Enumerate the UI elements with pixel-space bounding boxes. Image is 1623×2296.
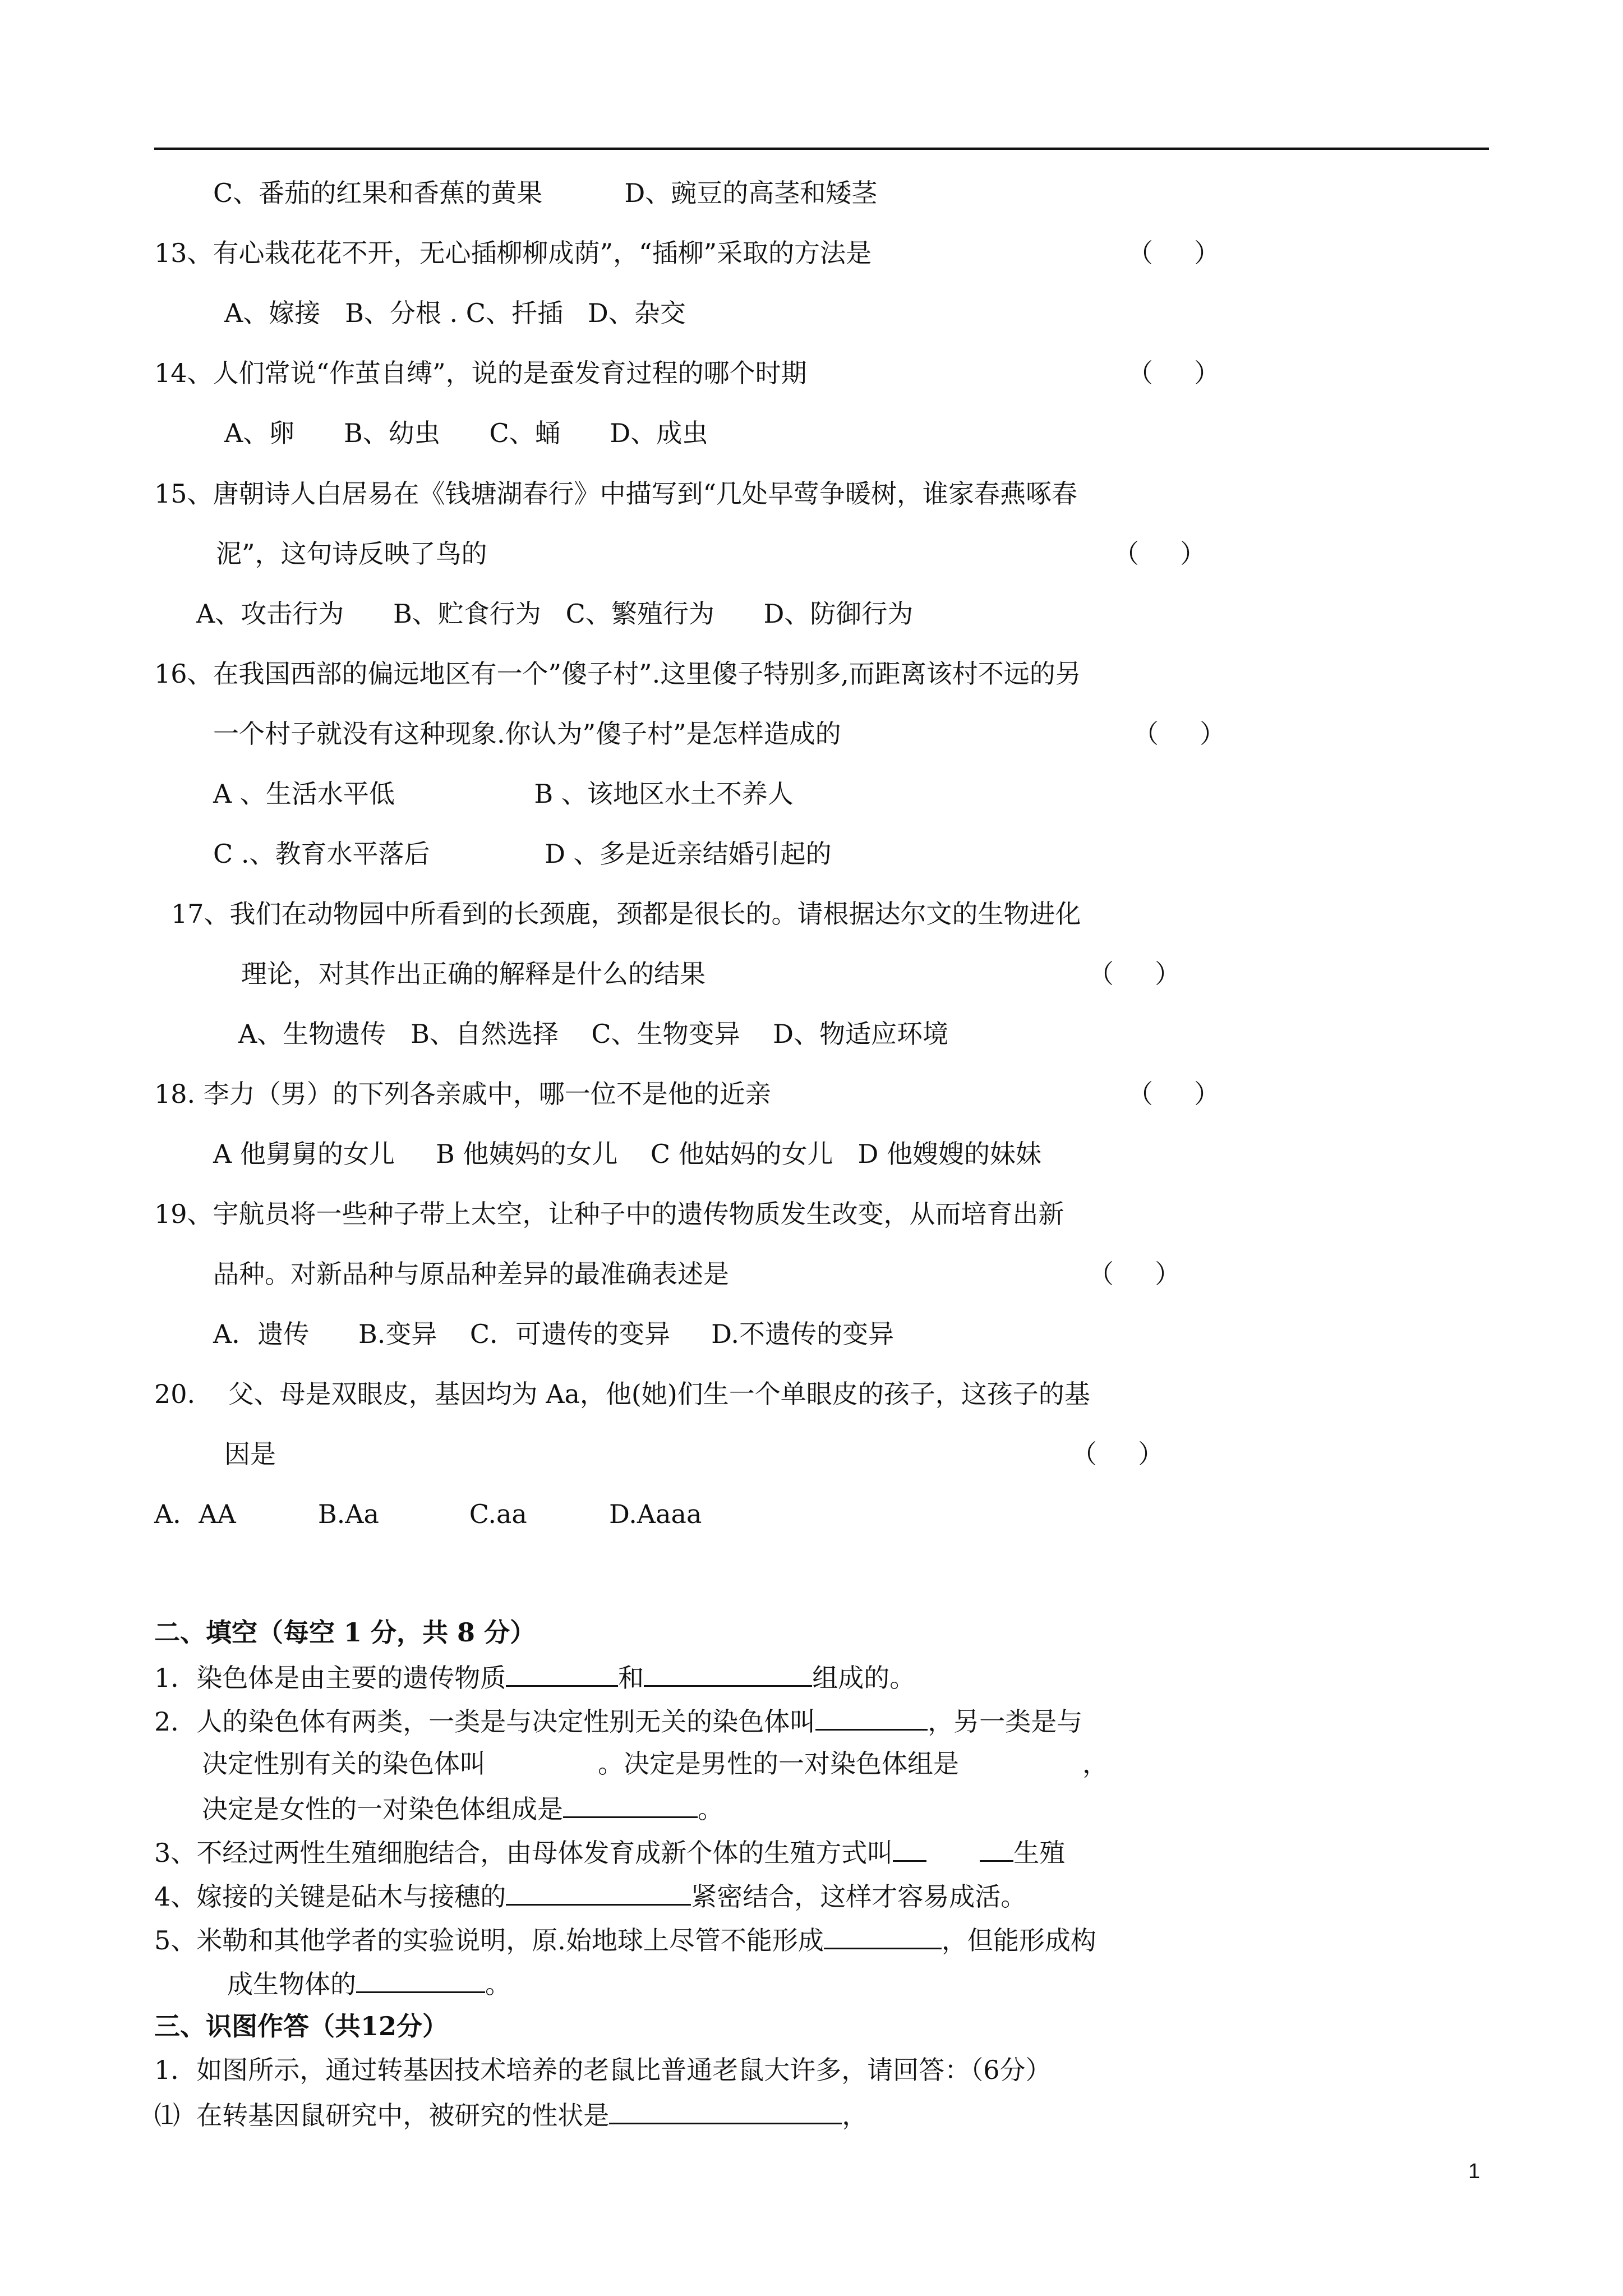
q16-options-cd: C .、教育水平落后 D 、多是近亲结婚引起的 <box>213 839 832 869</box>
q19-options: A．遗传 B.变异 C．可遗传的变异 D.不遗传的变异 <box>213 1319 895 1349</box>
fill-q4-blank[interactable] <box>506 1878 691 1906</box>
fill-q3-blank-part-2[interactable] <box>980 1834 1013 1862</box>
fill-q5 <box>154 1922 1096 1957</box>
fill-q2-line2-comma: ， <box>1082 1749 1108 1779</box>
q15-options: A、攻击行为 B、贮食行为 C、繁殖行为 D、防御行为 <box>196 599 914 629</box>
q13-text: 13、有心栽花花不开，无心插柳柳成荫”，“插柳”采取的方法是 <box>154 238 872 268</box>
fill-q2-text-2: ，另一类是与 <box>928 1706 1083 1737</box>
q19-text-cont: 品种。对新品种与原品种差异的最准确表述是 <box>213 1259 729 1289</box>
fill-q3-end: 生殖 <box>1013 1838 1066 1868</box>
fill-q1-blank-1[interactable] <box>506 1659 618 1687</box>
q17-answer-bracket: （ ） <box>1088 959 1181 989</box>
q14-options: A、卵 B、幼虫 C、蛹 D、成虫 <box>224 418 708 448</box>
fill-q2-line3-end: 。 <box>698 1794 723 1824</box>
fill-q4-end: 紧密结合，这样才容易成活。 <box>691 1881 1027 1912</box>
q13-options: A、嫁接 B、分根 . C、扦插 D、杂交 <box>224 298 686 328</box>
q15-answer-bracket: （ ） <box>1113 539 1206 569</box>
q20-answer-bracket: （ ） <box>1071 1439 1164 1469</box>
section-fill-in-title: 二、填空（每空 1 分，共 8 分） <box>154 1617 536 1648</box>
diagram-q1-sub1-end: ， <box>842 2100 868 2131</box>
q17-text-cont: 理论，对其作出正确的解释是什么的结果 <box>241 959 706 989</box>
q20-options: A．AA B.Aa C.aa D.Aaaa <box>154 1499 702 1529</box>
q17-options: A、生物遗传 B、自然选择 C、生物变异 D、物适应环境 <box>238 1019 948 1049</box>
fill-q5-line2-text: 成生物体的 <box>227 1969 356 1999</box>
fill-q2-line2-text-2: 。决定是男性的一对染色体组是 <box>598 1749 959 1779</box>
q15-text-cont: 泥”，这句诗反映了鸟的 <box>216 539 487 569</box>
q19-text: 19、宇航员将一些种子带上太空，让种子中的遗传物质发生改变，从而培育出新 <box>154 1199 1064 1229</box>
fill-q1-end: 组成的。 <box>812 1663 916 1693</box>
fill-q5-blank-2[interactable] <box>356 1966 485 1993</box>
fill-q4-text: 4、嫁接的关键是砧木与接穗的 <box>154 1881 506 1912</box>
q14-answer-bracket: （ ） <box>1127 358 1220 388</box>
q16-answer-bracket: （ ） <box>1133 719 1226 749</box>
fill-q5-text: 5、米勒和其他学者的实验说明，原.始地球上尽管不能形成 <box>154 1925 824 1955</box>
fill-q2 <box>154 1703 1082 1738</box>
fill-q1-text: 1．染色体是由主要的遗传物质 <box>154 1663 506 1693</box>
fill-q3-blank-part-1[interactable] <box>893 1834 926 1862</box>
q20-text-cont: 因是 <box>224 1439 276 1469</box>
q15-text: 15、唐朝诗人白居易在《钱塘湖春行》中描写到“几处早莺争暖树，谁家春燕啄春 <box>154 478 1078 509</box>
fill-q4 <box>154 1878 1026 1913</box>
fill-q2-blank-4[interactable] <box>563 1791 698 1818</box>
q18-answer-bracket: （ ） <box>1127 1079 1220 1109</box>
q13-answer-bracket: （ ） <box>1127 238 1220 268</box>
fill-q3-text: 3、不经过两性生殖细胞结合，由母体发育成新个体的生殖方式叫 <box>154 1838 893 1868</box>
q20-text: 20. 父、母是双眼皮，基因均为 Aa，他(她)们生一个单眼皮的孩子，这孩子的基 <box>154 1379 1090 1409</box>
fill-q2-line3 <box>202 1791 723 1826</box>
fill-q2-blank-1[interactable] <box>815 1703 928 1731</box>
fill-q2-text: 2．人的染色体有两类，一类是与决定性别无关的染色体叫 <box>154 1706 816 1737</box>
q12-options-cd: C、番茄的红果和香蕉的黄果 D、豌豆的高茎和矮茎 <box>213 178 878 208</box>
diagram-q1-sub1-text: ⑴ 在转基因鼠研究中，被研究的性状是 <box>154 2100 610 2131</box>
fill-q1-blank-2[interactable] <box>644 1659 812 1687</box>
q17-text: 17、我们在动物园中所看到的长颈鹿，颈都是很长的。请根据达尔文的生物进化 <box>171 899 1081 929</box>
fill-q3 <box>154 1834 1065 1870</box>
q19-answer-bracket: （ ） <box>1088 1259 1181 1289</box>
diagram-q1-sub1 <box>154 2097 868 2132</box>
fill-q1 <box>154 1659 915 1695</box>
section-diagram-title: 三、识图作答（共12分） <box>154 2011 449 2041</box>
header-rule <box>154 148 1489 150</box>
q18-text: 18. 李力（男）的下列各亲戚中，哪一位不是他的近亲 <box>154 1079 771 1109</box>
q18-options: A 他舅舅的女儿 B 他姨妈的女儿 C 他姑妈的女儿 D 他嫂嫂的妹妹 <box>213 1139 1042 1169</box>
q14-text: 14、人们常说“作茧自缚”，说的是蚕发育过程的哪个时期 <box>154 358 807 388</box>
diagram-q1-text: 1．如图所示，通过转基因技术培养的老鼠比普通老鼠大许多，请回答：（6分） <box>154 2055 1052 2085</box>
fill-q1-and: 和 <box>618 1663 644 1693</box>
q16-options-ab: A 、生活水平低 B 、该地区水土不养人 <box>213 779 794 809</box>
fill-q5-blank-1[interactable] <box>824 1922 942 1949</box>
fill-q5-line2 <box>227 1966 511 2001</box>
page-number: 1 <box>1468 2160 1481 2183</box>
q16-text-cont: 一个村子就没有这种现象.你认为”傻子村”是怎样造成的 <box>213 719 841 749</box>
fill-q2-line2-text: 决定性别有关的染色体叫 <box>202 1749 486 1779</box>
fill-q5-text-2: ，但能形成构 <box>941 1925 1096 1955</box>
fill-q2-line3-text: 决定是女性的一对染色体组成是 <box>202 1794 563 1824</box>
diagram-q1-sub1-blank[interactable] <box>609 2097 842 2124</box>
fill-q5-line2-end: 。 <box>485 1969 511 1999</box>
fill-q2-line2 <box>202 1747 1108 1780</box>
q16-text: 16、在我国西部的偏远地区有一个”傻子村”.这里傻子特别多,而距离该村不远的另 <box>154 659 1081 689</box>
